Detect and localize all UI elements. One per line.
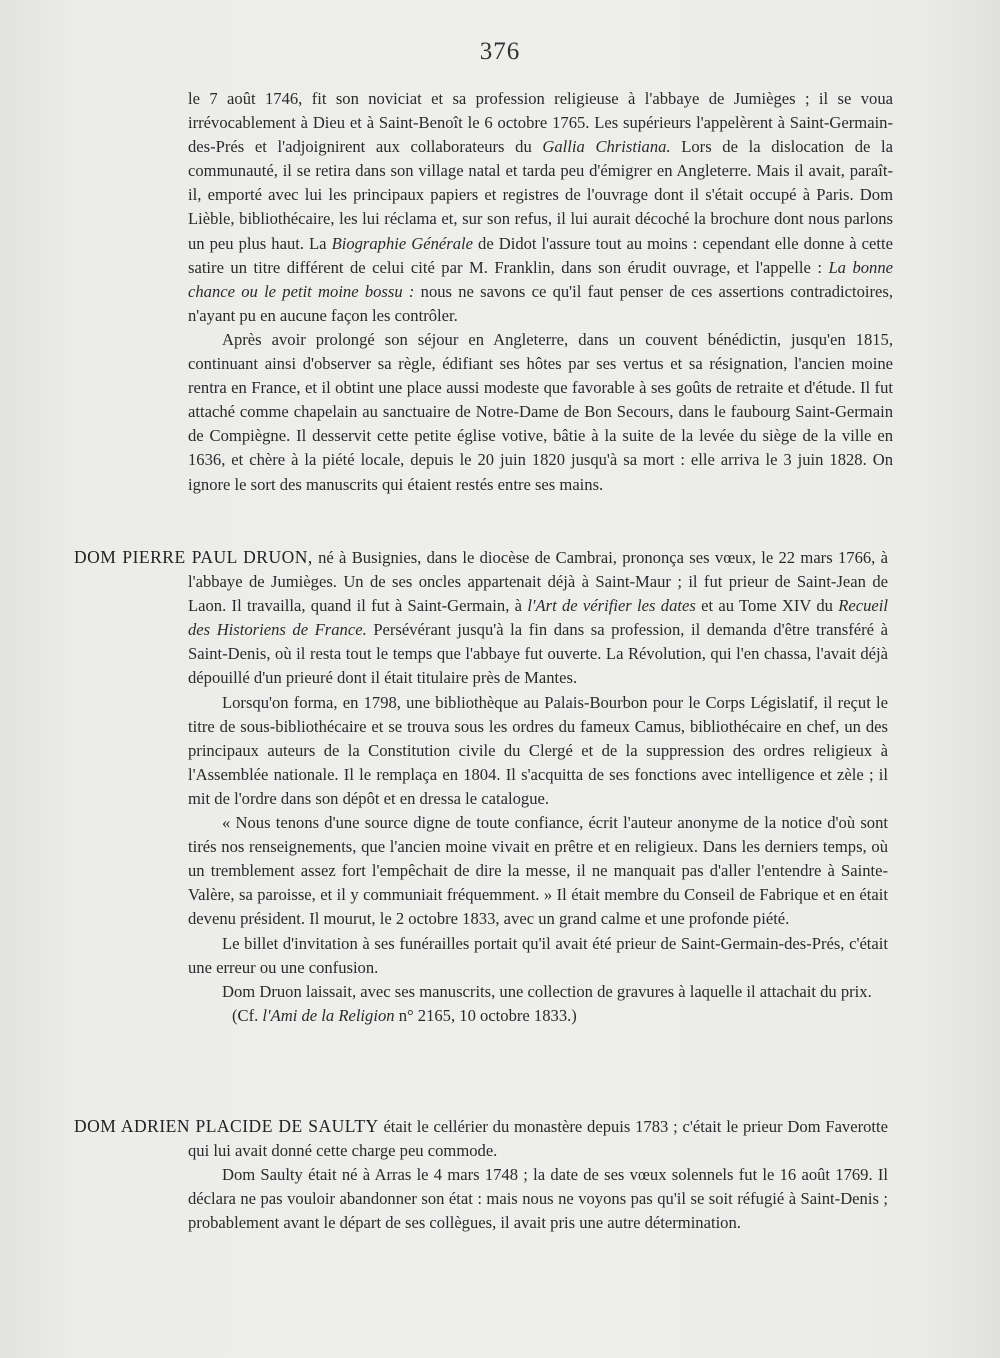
section-continued	[188, 87, 893, 497]
book-title: Recueil des Historiens de France.	[188, 596, 889, 640]
paragraph: Dom Druon laissait, avec ses manuscrits, une collection de gravures à laquelle il attachait du prix.	[222, 981, 872, 1001]
paragraph: DOM ADRIEN PLACIDE DE SAULTY était le cellérier du monastère depuis 1783 ; c'était le prieur Dom Faverotte qui lui avait donné cette charge peu commode.	[74, 1116, 889, 1161]
paragraph: DOM PIERRE PAUL DRUON, né à Busignies, dans le diocèse de Cambrai, prononça ses vœux, le 22 mars 1766, à l'abbaye de Jumièges. Un de ses oncles appartenait déjà à Saint-Maur ; il fut prieur de Saint-Jean de Laon. Il travailla, quand il fut à Saint-Germain, à l'Art de vérifier les dates et au Tome XIV du Recueil des Historiens de France. Persévérant jusqu'à la fin dans sa profession, il demanda d'être transféré à Saint-Denis, où il resta tout le temps que l'abbaye fut ouverte. La Révolution, qui l'en chassa, l'avait déjà dépouillé d'un prieuré dont il était titulaire près de Mantes.	[74, 547, 889, 688]
entry-druon	[74, 545, 889, 1028]
page-number: 376	[479, 38, 521, 65]
citation: (Cf. l'Ami de la Religion n° 2165, 10 octobre 1833.)	[232, 1005, 577, 1025]
book-title: Gallia Christiana.	[542, 137, 671, 157]
entry-name: DOM ADRIEN PLACIDE DE SAULTY	[74, 1116, 379, 1136]
paragraph: Lorsqu'on forma, en 1798, une bibliothèque au Palais-Bourbon pour le Corps Législatif, il reçut le titre de sous-bibliothécaire et se trouva sous les ordres du fameux Camus, bibliothécaire en chef, un des principaux auteurs de la Constitution civile du Clergé et de la suppression des ordres religieux à l'Assemblée nationale. Il le remplaça en 1804. Il s'acquitta de ses fonctions avec intelligence et zèle ; il mit de l'ordre dans son dépôt et en dressa le catalogue.	[188, 692, 888, 808]
paragraph: le 7 août 1746, fit son noviciat et sa profession religieuse à l'abbaye de Jumièges ; il se voua irrévocablement à Dieu et à Saint-Benoît le 6 octobre 1765. Les supérieurs l'appelèrent à Saint-Germain-des-Prés et l'adjoignirent aux collaborateurs du Gallia Christiana. Lors de la dislocation de la communauté, il se retira dans son village natal et tarda peu d'émigrer en Angleterre. Mais il avait, paraît-il, emporté avec lui les principaux papiers et registres de l'ouvrage dont il s'était occupé à Paris. Dom Lièble, bibliothécaire, les lui réclama et, sur son refus, il lui aurait décoché la brochure dont nous parlons un peu plus haut. La Biographie Générale de Didot l'assure tout au moins : cependant elle donne à cette satire un titre différent de celui cité par M. Franklin, dans son érudit ouvrage, et l'appelle : La bonne chance ou le petit moine bossu : nous ne savons ce qu'il faut penser de ces assertions contradictoires, n'ayant pu en aucune façon les contrôler.	[188, 89, 893, 325]
book-title: l'Ami de la Religion	[262, 1005, 395, 1025]
book-title: Biographie Générale	[331, 233, 474, 253]
paragraph: Dom Saulty était né à Arras le 4 mars 1748 ; la date de ses vœux solennels fut le 16 août 1769. Il déclara ne pas vouloir abandonner son état : mais nous ne voyons pas qu'il se soit réfugié à Saint-Denis ; probablement avant le départ de ses collègues, il avait pris une autre détermination.	[188, 1165, 888, 1233]
entry-name: DOM PIERRE PAUL DRUON,	[74, 547, 313, 567]
paragraph: Le billet d'invitation à ses funérailles portait qu'il avait été prieur de Saint-Germain-des-Prés, c'était une erreur ou une confusion.	[188, 933, 888, 977]
book-title: La bonne chance ou le petit moine bossu :	[188, 257, 893, 301]
book-title: l'Art de vérifier les dates	[527, 596, 696, 616]
paragraph: Après avoir prolongé son séjour en Angleterre, dans un couvent bénédictin, jusqu'en 1815, continuant ainsi d'observer sa règle, édifiant ses hôtes par ses vertus et sa résignation, l'ancien moine rentra en France, et il obtint une place aussi modeste que favorable à ses goûts de retraite et d'étude. Il fut attaché comme chapelain au sanctuaire de Notre-Dame de Bon Secours, dans le faubourg Saint-Germain de Compiègne. Il desservit cette petite église votive, bâtie à la suite de la levée du siège de la ville en 1636, et chère à la piété locale, depuis le 20 juin 1820 jusqu'à sa mort : elle arriva le 3 juin 1828. On ignore le sort des manuscrits qui étaient restés entre ses mains.	[188, 329, 893, 494]
paragraph: « Nous tenons d'une source digne de toute confiance, écrit l'auteur anonyme de la notice d'où sont tirés nos renseignements, que l'ancien moine vivait en prêtre et en religieux. Dans les derniers temps, où un tremblement assez fort l'empêchait de dire la messe, il ne manquait pas d'aller l'entendre à Sainte-Valère, sa paroisse, et il y communiait fréquemment. » Il était membre du Conseil de Fabrique et en était devenu président. Il mourut, le 2 octobre 1833, avec un grand calme et une profonde piété.	[188, 813, 888, 929]
entry-saulty	[74, 1114, 889, 1235]
